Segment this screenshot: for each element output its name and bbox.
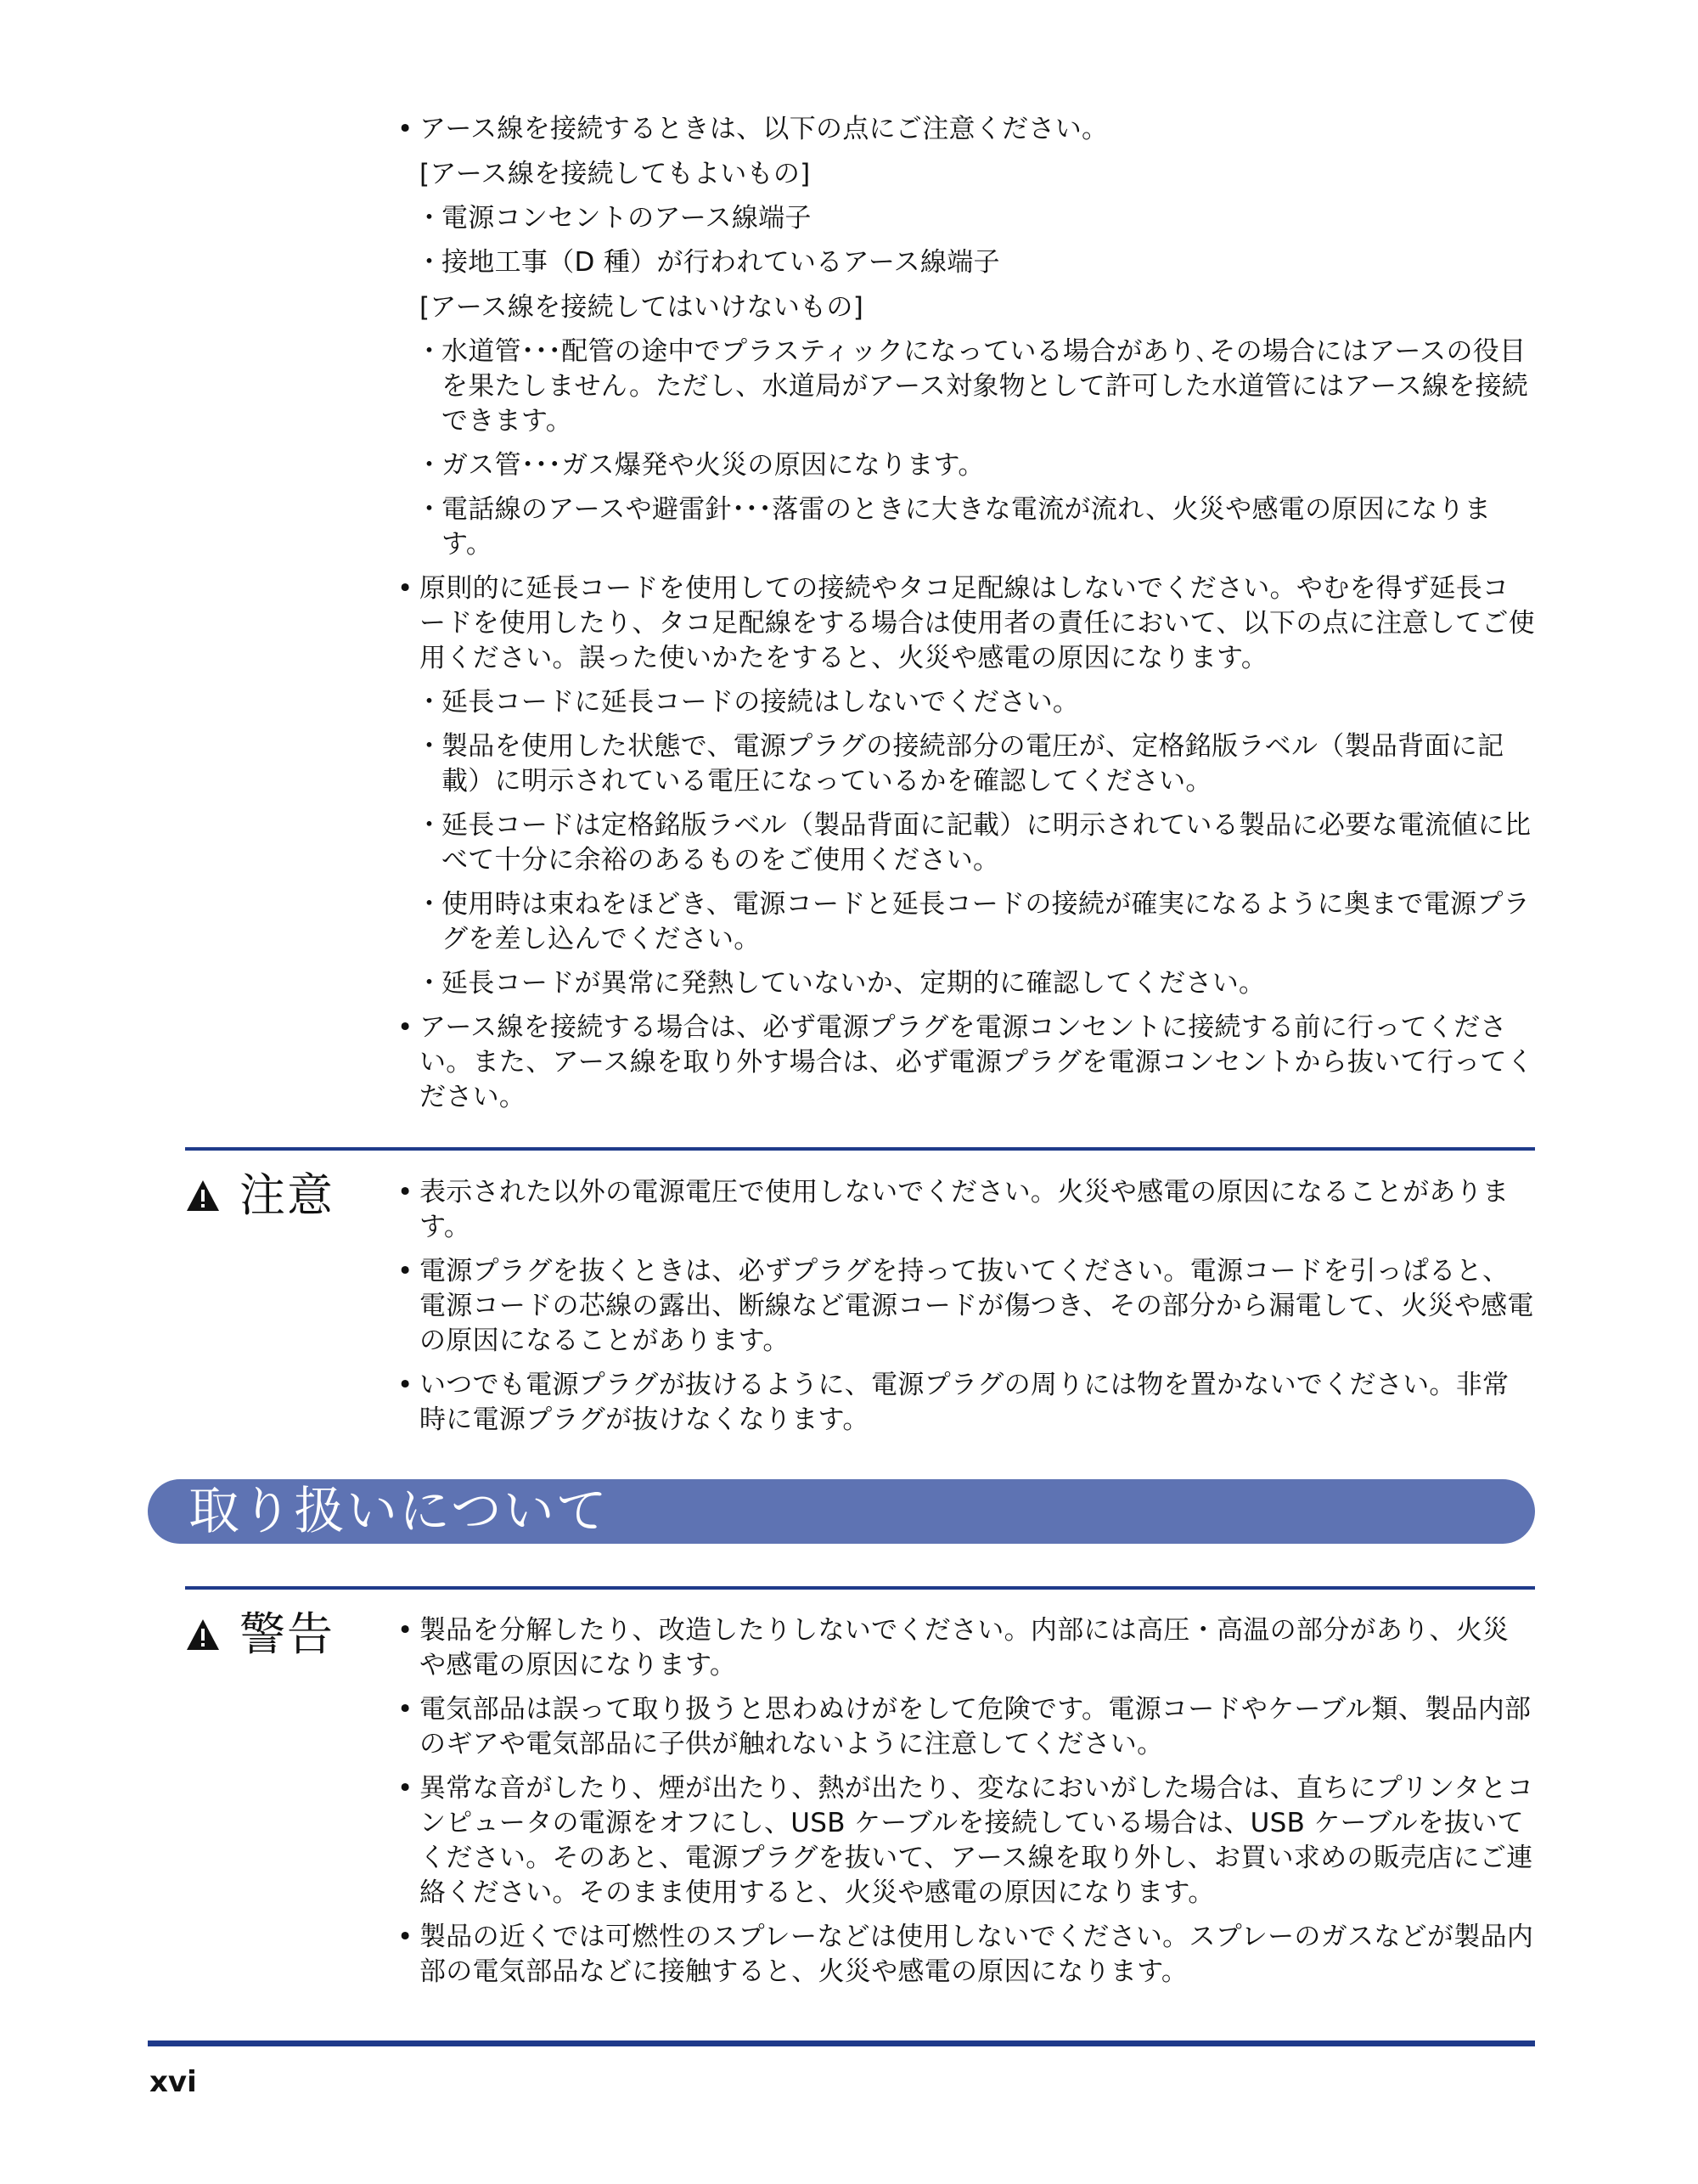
- caution-label-text: 注意: [239, 1168, 335, 1222]
- list-item: • いつでも電源プラグが抜けるように、電源プラグの周りには物を置かないでください。非常時に電源プラグが抜けなくなります。: [397, 1368, 1535, 1438]
- caution-list: [397, 1175, 1535, 1438]
- list-item: • アース線を接続するときは、以下の点にご注意ください。: [397, 112, 1535, 147]
- list-item: ・ 使用時は束ねをほどき、電源コードと延長コードの接続が確実になるように奥まで電源プラグを差し込んでください。: [397, 887, 1535, 957]
- caution-divider: [185, 1147, 1535, 1151]
- subheading-ng: [アース線を接続してはいけないもの]: [419, 292, 864, 323]
- subheading-ok: [アース線を接続してもよいもの]: [419, 159, 811, 189]
- footer-divider: [148, 2040, 1535, 2046]
- list-item: ・ 延長コードが異常に発熱していないか、定期的に確認してください。: [397, 966, 1535, 1001]
- list-item: ・ 電源コンセントのアース線端子: [397, 201, 1535, 236]
- warning-triangle-icon: [185, 1618, 221, 1652]
- list-item: ・ 延長コードは定格銘版ラベル（製品背面に記載）に明示されている製品に必要な電流値に比べて十分に余裕のあるものをご使用ください。: [397, 808, 1535, 878]
- list-item: ・ 電話線のアースや避雷針･･･落雷のときに大きな電流が流れ、火災や感電の原因になります。: [397, 493, 1535, 562]
- warning-divider: [185, 1586, 1535, 1590]
- section-title: 取り扱いについて: [188, 1482, 609, 1541]
- list-item: • 表示された以外の電源電圧で使用しないでください。火災や感電の原因になることがあります。: [397, 1175, 1535, 1245]
- warning-label: [185, 1609, 335, 1660]
- list-item: ・ ガス管･･･ガス爆発や火災の原因になります。: [397, 448, 1535, 483]
- list-item: • 製品の近くでは可燃性のスプレーなどは使用しないでください。スプレーのガスなどが製品内部の電気部品などに接触すると、火災や感電の原因になります。: [397, 1920, 1535, 1990]
- top-warning-list: [397, 112, 1535, 1115]
- page-number: xvi: [149, 2065, 197, 2099]
- warning-label-text: 警告: [239, 1607, 335, 1661]
- list-item: ・ 接地工事（D 種）が行われているアース線端子: [397, 245, 1535, 280]
- list-item: ・ 延長コードに延長コードの接続はしないでください。: [397, 685, 1535, 720]
- warning-list: [397, 1613, 1535, 1990]
- list-item: • 製品を分解したり、改造したりしないでください。内部には高圧・高温の部分があり、火災や感電の原因になります。: [397, 1613, 1535, 1683]
- list-item: ・ 水道管･･･配管の途中でプラスティックになっている場合があり､その場合にはアースの役目を果たしません。ただし、水道局がアース対象物として許可した水道管にはアース線を接続できます。: [397, 335, 1535, 439]
- list-item: • 電気部品は誤って取り扱うと思わぬけがをして危険です。電源コードやケーブル類、製品内部のギアや電気部品に子供が触れないように注意してください。: [397, 1692, 1535, 1762]
- list-item: • アース線を接続する場合は、必ず電源プラグを電源コンセントに接続する前に行ってください。また、アース線を取り外す場合は、必ず電源プラグを電源コンセントから抜いて行ってください。: [397, 1010, 1535, 1115]
- list-item: ・ 製品を使用した状態で、電源プラグの接続部分の電圧が、定格銘版ラベル（製品背面に記載）に明示されている電圧になっているかを確認してください。: [397, 729, 1535, 799]
- caution-label: [185, 1170, 335, 1221]
- warning-triangle-icon: [185, 1179, 221, 1213]
- list-item: • 原則的に延長コードを使用しての接続やタコ足配線はしないでください。やむを得ず延長コードを使用したり、タコ足配線をする場合は使用者の責任において、以下の点に注意してご使用ください。誤った使いかたをすると、火災や感電の原因になります。: [397, 571, 1535, 676]
- list-item: • 電源プラグを抜くときは、必ずプラグを持って抜いてください。電源コードを引っぱると、電源コードの芯線の露出、断線など電源コードが傷つき、その部分から漏電して、火災や感電の原因になることがあります。: [397, 1254, 1535, 1359]
- section-header: [148, 1479, 1535, 1544]
- list-item: • 異常な音がしたり、煙が出たり、熱が出たり、変なにおいがした場合は、直ちにプリンタとコンピュータの電源をオフにし、USB ケーブルを接続している場合は、USB ケーブルを抜いてください。そのあと、電源プラグを抜いて、アース線を取り外し、お買い求めの販売店にご連絡ください。そのまま使用すると、火災や感電の原因になります。: [397, 1771, 1535, 1911]
